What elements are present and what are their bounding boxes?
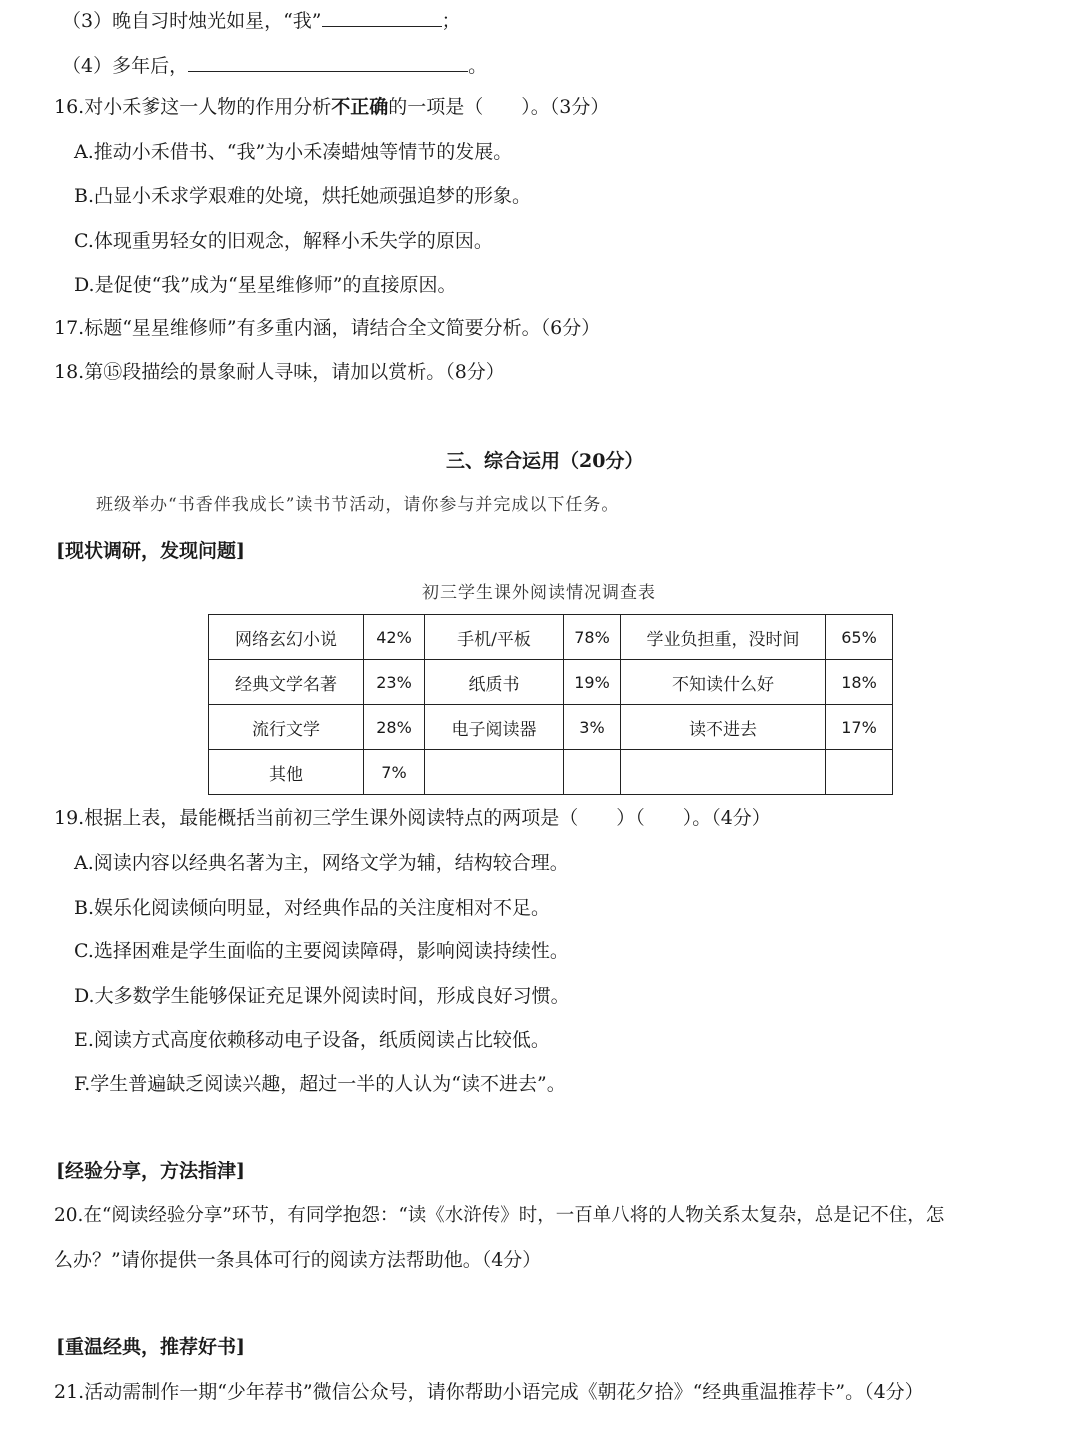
q16-stem-emphasis: 不正确	[331, 96, 389, 118]
q17-stem: 17.标题“星星维修师”有多重内涵，请结合全文简要分析。（6分）	[54, 317, 601, 339]
q16-option-d: D.是促使“我”成为“星星维修师”的直接原因。	[74, 274, 457, 296]
q19-option-f: F.学生普遍缺乏阅读兴趣，超过一半的人认为“读不进去”。	[74, 1073, 566, 1095]
table-cell-label: 流行文学	[209, 705, 364, 750]
table-cell-label: 网络玄幻小说	[209, 615, 364, 660]
q16-option-b: B.凸显小禾求学艰难的处境，烘托她顽强追梦的形象。	[74, 185, 532, 207]
table-cell-percent	[826, 750, 893, 795]
answer-blank[interactable]	[322, 6, 442, 27]
q16-stem-part: 16.对小禾爹这一人物的作用分析	[54, 96, 332, 118]
table-cell-percent: 78%	[564, 615, 621, 660]
table-cell-label: 读不进去	[621, 705, 826, 750]
table-cell-percent: 28%	[364, 705, 425, 750]
q15-item-4	[62, 51, 487, 79]
table-cell-label: 学业负担重，没时间	[621, 615, 826, 660]
table-cell-percent	[564, 750, 621, 795]
q19-option-b: B.娱乐化阅读倾向明显，对经典作品的关注度相对不足。	[74, 897, 551, 919]
q15-item-3	[62, 6, 461, 34]
q20-line-2: 么办？”请你提供一条具体可行的阅读方法帮助他。（4分）	[54, 1249, 542, 1271]
section-title: 三、综合运用（20分）	[446, 450, 644, 472]
table-row	[209, 660, 893, 705]
q15-item-3-prefix: （3）晚自习时烛光如星，“我”	[62, 10, 322, 32]
q20-line-1: 20.在“阅读经验分享”环节，有同学抱怨：“读《水浒传》时，一百单八将的人物关系太复杂，总是记不住，怎	[54, 1205, 945, 1226]
table-cell-percent: 17%	[826, 705, 893, 750]
q19-option-c: C.选择困难是学生面临的主要阅读障碍，影响阅读持续性。	[74, 940, 569, 962]
table-cell-percent: 18%	[826, 660, 893, 705]
table-cell-label: 经典文学名著	[209, 660, 364, 705]
table-cell-percent: 19%	[564, 660, 621, 705]
table-cell-label	[425, 750, 564, 795]
q18-stem: 18.第⑮段描绘的景象耐人寻味，请加以赏析。（8分）	[54, 361, 505, 383]
table-row	[209, 705, 893, 750]
q19-option-e: E.阅读方式高度依赖移动电子设备，纸质阅读占比较低。	[74, 1029, 550, 1051]
table-caption: 初三学生课外阅读情况调查表	[422, 583, 656, 603]
q19-stem: 19.根据上表，最能概括当前初三学生课外阅读特点的两项是（ ）（ ）。（4分）	[54, 807, 771, 829]
table-cell-percent: 23%	[364, 660, 425, 705]
q21-stem: 21.活动需制作一期“少年荐书”微信公众号，请你帮助小语完成《朝花夕拾》“经典重温推荐卡”。（4分）	[54, 1381, 924, 1403]
q16-option-c: C.体现重男轻女的旧观念，解释小禾失学的原因。	[74, 230, 493, 252]
table-cell-label: 不知读什么好	[621, 660, 826, 705]
table-cell-percent: 3%	[564, 705, 621, 750]
q16-stem	[54, 94, 609, 120]
survey-table	[208, 614, 893, 795]
table-cell-label: 纸质书	[425, 660, 564, 705]
q15-item-3-suffix: ；	[441, 10, 461, 32]
answer-blank[interactable]	[188, 51, 468, 72]
table-row	[209, 615, 893, 660]
q19-option-d: D.大多数学生能够保证充足课外阅读时间，形成良好习惯。	[74, 985, 570, 1007]
table-cell-label: 电子阅读器	[425, 705, 564, 750]
table-cell-percent: 7%	[364, 750, 425, 795]
q16-stem-part: 的一项是（ ）。（3分）	[388, 96, 610, 118]
table-cell-percent: 65%	[826, 615, 893, 660]
table-cell-label: 其他	[209, 750, 364, 795]
part1-heading: [现状调研，发现问题]	[56, 540, 245, 562]
section-intro: 班级举办“书香伴我成长”读书节活动，请你参与并完成以下任务。	[96, 495, 620, 515]
q15-item-4-prefix: （4）多年后，	[62, 55, 189, 77]
table-row	[209, 750, 893, 795]
part3-heading: [重温经典，推荐好书]	[56, 1336, 245, 1358]
table-cell-label	[621, 750, 826, 795]
q19-option-a: A.阅读内容以经典名著为主，网络文学为辅，结构较合理。	[74, 852, 569, 874]
table-cell-label: 手机/平板	[425, 615, 564, 660]
part2-heading: [经验分享，方法指津]	[56, 1160, 245, 1182]
q16-option-a: A.推动小禾借书、“我”为小禾凑蜡烛等情节的发展。	[74, 141, 513, 163]
table-cell-percent: 42%	[364, 615, 425, 660]
q15-item-4-suffix: 。	[468, 55, 488, 77]
